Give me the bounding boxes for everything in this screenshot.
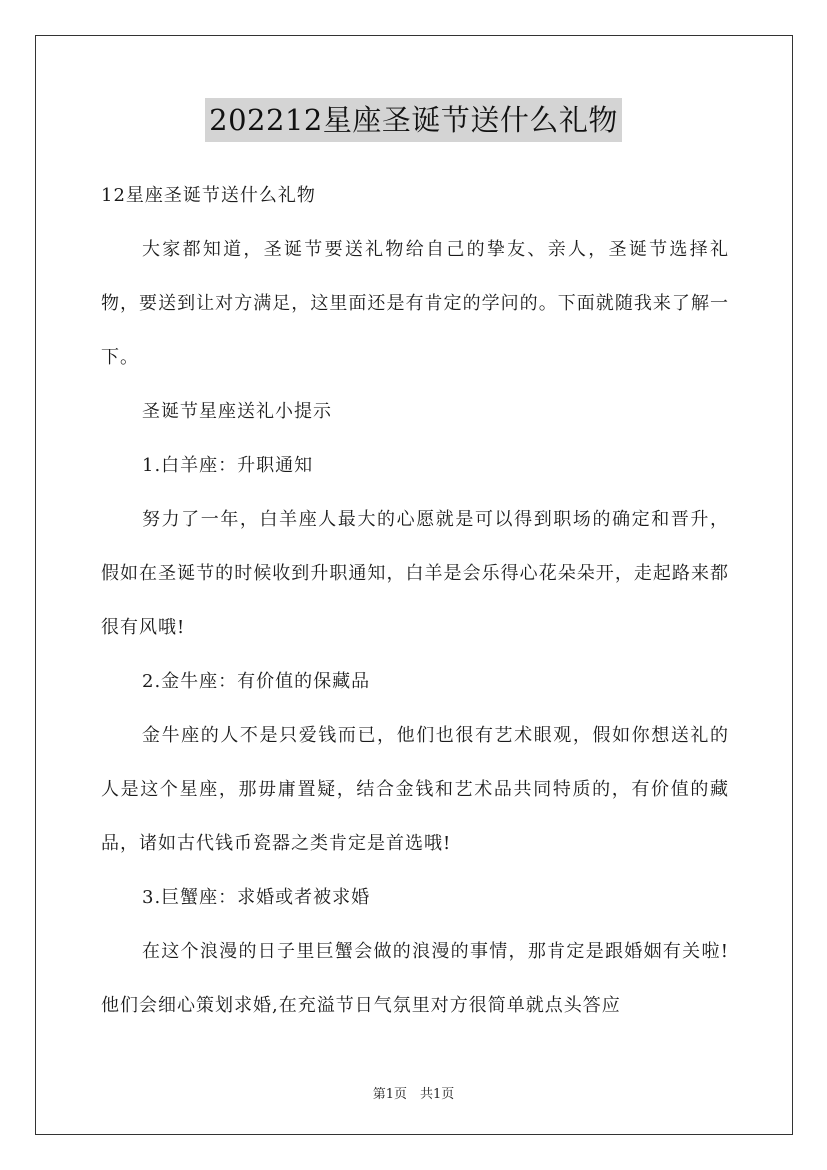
paragraph-tips-heading: 圣诞节星座送礼小提示: [142, 401, 332, 422]
paragraph-subtitle: 12星座圣诞节送什么礼物: [101, 185, 316, 206]
paragraph-aries-heading: 1.白羊座：升职通知: [142, 455, 314, 476]
title-wrapper: [0, 98, 827, 142]
document-title: 202212星座圣诞节送什么礼物: [205, 98, 622, 142]
paragraph-taurus-body: 金牛座的人不是只爱钱而已，他们也很有艺术眼观，假如你想送礼的人是这个星座，那毋庸置疑，结合金钱和艺术品共同特质的，有价值的藏品，诸如古代钱币瓷器之类肯定是首选哦!: [101, 725, 729, 854]
page-number-footer: 第1页 共1页: [372, 1087, 455, 1102]
paragraph-aries-body: 努力了一年，白羊座人最大的心愿就是可以得到职场的确定和晋升，假如在圣诞节的时候收到升职通知，白羊是会乐得心花朵朵开，走起路来都很有风哦!: [101, 509, 729, 638]
paragraph-taurus-heading: 2.金牛座：有价值的保藏品: [142, 671, 371, 692]
paragraph-cancer-body: 在这个浪漫的日子里巨蟹会做的浪漫的事情，那肯定是跟婚姻有关啦!他们会细心策划求婚,在充溢节日气氛里对方很简单就点头答应: [101, 941, 729, 1016]
document-body: [101, 169, 729, 1033]
paragraph-cancer-heading: 3.巨蟹座：求婚或者被求婚: [142, 887, 371, 908]
paragraph-intro: 大家都知道，圣诞节要送礼物给自己的挚友、亲人，圣诞节选择礼物，要送到让对方满足，这里面还是有肯定的学问的。下面就随我来了解一下。: [101, 239, 729, 368]
